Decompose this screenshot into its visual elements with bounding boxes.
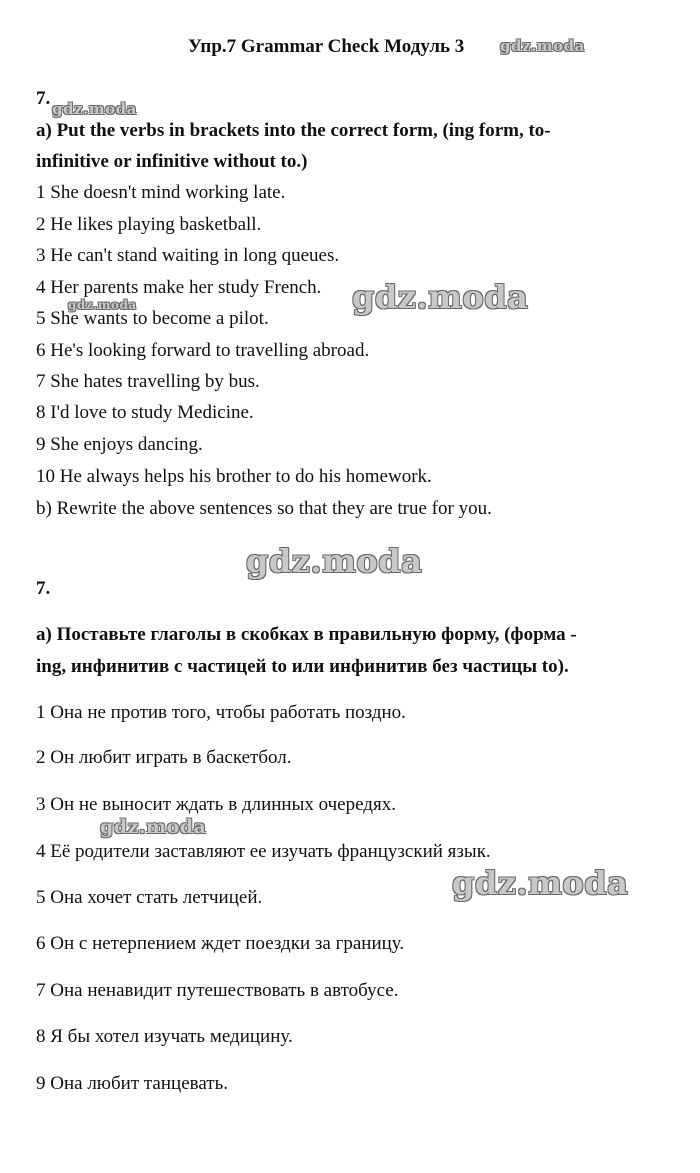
sentence-2: 2 He likes playing basketball. — [36, 214, 262, 235]
sentence-3: 3 He can't stand waiting in long queues. — [36, 245, 340, 266]
sentence-6: 6 He's looking forward to travelling abroad. — [36, 340, 370, 361]
sentence-9: 9 She enjoys dancing. — [36, 434, 203, 455]
task-a-ru-line-1: а) Поставьте глаголы в скобках в правильную форму, (форма - — [36, 624, 577, 645]
watermark: gdz.moda — [68, 298, 137, 312]
translation-4: 4 Её родители заставляют ее изучать французский язык. — [36, 841, 491, 862]
sentence-1: 1 She doesn't mind working late. — [36, 182, 286, 203]
translation-8: 8 Я бы хотел изучать медицину. — [36, 1026, 293, 1047]
task-a-line-1: a) Put the verbs in brackets into the correct form, (ing form, to- — [36, 120, 551, 141]
watermark: gdz.moda — [352, 278, 529, 316]
watermark: gdz.moda — [246, 542, 423, 580]
sentence-5: 5 She wants to become a pilot. — [36, 308, 269, 329]
exercise-number-ru: 7. — [36, 578, 51, 599]
translation-9: 9 Она любит танцевать. — [36, 1073, 229, 1094]
sentence-4: 4 Her parents make her study French. — [36, 277, 322, 298]
sentence-8: 8 I'd love to study Medicine. — [36, 402, 254, 423]
task-b: b) Rewrite the above sentences so that they are true for you. — [36, 498, 492, 519]
task-a-ru-line-2: ing, инфинитив с частицей to или инфинитив без частицы to). — [36, 656, 569, 677]
exercise-number: 7. — [36, 88, 51, 109]
page-title: Упр.7 Grammar Check Модуль 3 — [188, 36, 465, 57]
watermark: gdz.moda — [452, 864, 629, 902]
watermark: gdz.moda — [100, 816, 207, 838]
task-a-line-2: infinitive or infinitive without to.) — [36, 151, 308, 172]
translation-5: 5 Она хочет стать летчицей. — [36, 887, 263, 908]
sentence-10: 10 He always helps his brother to do his homework. — [36, 466, 432, 487]
translation-3: 3 Он не выносит ждать в длинных очередях. — [36, 794, 396, 815]
translation-7: 7 Она ненавидит путешествовать в автобусе. — [36, 980, 399, 1001]
translation-1: 1 Она не против того, чтобы работать поздно. — [36, 702, 406, 723]
translation-2: 2 Он любит играть в баскетбол. — [36, 747, 292, 768]
watermark: gdz.moda — [52, 100, 137, 118]
translation-6: 6 Он с нетерпением ждет поездки за границу. — [36, 933, 405, 954]
sentence-7: 7 She hates travelling by bus. — [36, 371, 260, 392]
watermark: gdz.moda — [500, 37, 585, 55]
